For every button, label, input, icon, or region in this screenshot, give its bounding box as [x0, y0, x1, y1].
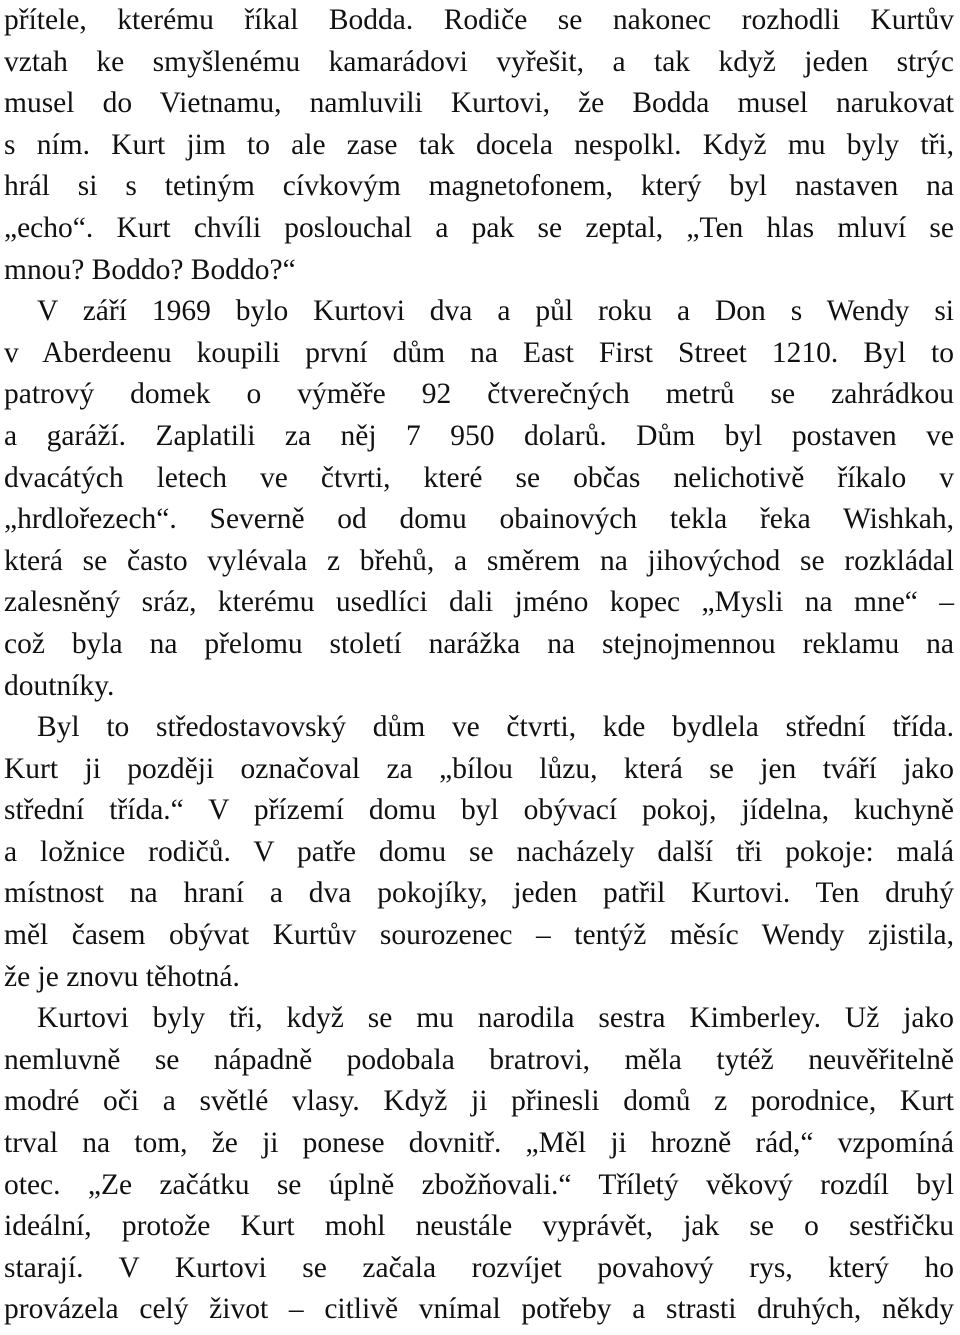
text-line: s ním. Kurt jim to ale zase tak docela nespolkl. Když mu byly tři, — [4, 128, 954, 161]
text-line: místnost na hraní a dva pokojíky, jeden patřil Kurtovi. Ten druhý — [4, 877, 954, 910]
text-line: otec. „Ze začátku se úplně zbožňovali.“ Tříletý věkový rozdíl byl — [4, 1168, 954, 1201]
text-line: modré oči a světlé vlasy. Když ji přinesli domů z porodnice, Kurt — [4, 1085, 954, 1118]
text-line: „hrdlořezech“. Severně od domu obainových tekla řeka Wishkah, — [4, 503, 954, 536]
text-line: měl časem obývat Kurtův sourozenec – tentýž měsíc Wendy zjistila, — [4, 919, 954, 952]
text-line: přítele, kterému říkal Bodda. Rodiče se nakonec rozhodli Kurtův — [4, 4, 954, 36]
paragraph-1 — [4, 0, 954, 291]
text-line: a ložnice rodičů. V patře domu se nacházely další tři pokoje: malá — [4, 835, 954, 868]
text-line: a garáží. Zaplatili za něj 7 950 dolarů. Dům byl postaven ve — [4, 419, 954, 452]
text-line: Byl to středostavovský dům ve čtvrti, kde bydlela střední třída. — [37, 711, 954, 744]
text-line: Kurtovi byly tři, když se mu narodila sestra Kimberley. Už jako — [37, 1002, 954, 1035]
text-line: trval na tom, že ji ponese dovnitř. „Měl ji hrozně rád,“ vzpomíná — [4, 1127, 954, 1160]
text-line: V září 1969 bylo Kurtovi dva a půl roku a Don s Wendy si — [37, 295, 954, 328]
text-line: starají. V Kurtovi se začala rozvíjet povahový rys, který ho — [4, 1251, 954, 1284]
text-line: mnou? Boddo? Boddo?“ — [4, 253, 296, 286]
text-line: střední třída.“ V přízemí domu byl obývací pokoj, jídelna, kuchyně — [4, 794, 954, 827]
text-line: v Aberdeenu koupili první dům na East First Street 1210. Byl to — [4, 336, 954, 369]
text-line: hrál si s tetiným cívkovým magnetofonem, který byl nastaven na — [4, 170, 954, 203]
text-line: „echo“. Kurt chvíli poslouchal a pak se zeptal, „Ten hlas mluví se — [4, 211, 954, 244]
document-page — [4, 0, 954, 1331]
text-line: musel do Vietnamu, namluvili Kurtovi, že Bodda musel narukovat — [4, 87, 954, 120]
text-line: že je znovu těhotná. — [4, 960, 240, 993]
paragraph-4 — [4, 998, 954, 1331]
text-line: doutníky. — [4, 669, 115, 702]
text-line: ideální, protože Kurt mohl neustále vyprávět, jak se o sestřičku — [4, 1210, 954, 1243]
text-line: provázela celý život – citlivě vnímal potřeby a strasti druhých, někdy — [4, 1293, 954, 1326]
text-line: patrový domek o výměře 92 čtverečných metrů se zahrádkou — [4, 378, 954, 411]
text-line: nemluvně se nápadně podobala bratrovi, měla tytéž neuvěřitelně — [4, 1043, 954, 1076]
text-line: vztah ke smyšlenému kamarádovi vyřešit, a tak když jeden strýc — [4, 45, 954, 78]
paragraph-2 — [4, 291, 954, 707]
text-line: která se často vylévala z břehů, a směrem na jihovýchod se rozkládal — [4, 544, 954, 577]
text-line: Kurt ji později označoval za „bílou lůzu, která se jen tváří jako — [4, 752, 954, 785]
text-line: dvacátých letech ve čtvrti, které se občas nelichotivě říkalo v — [4, 461, 954, 494]
text-line: zalesněný sráz, kterému usedlíci dali jméno kopec „Mysli na mne“ – — [4, 586, 954, 619]
paragraph-3 — [4, 707, 954, 998]
text-line: což byla na přelomu století narážka na stejnojmennou reklamu na — [4, 627, 954, 660]
